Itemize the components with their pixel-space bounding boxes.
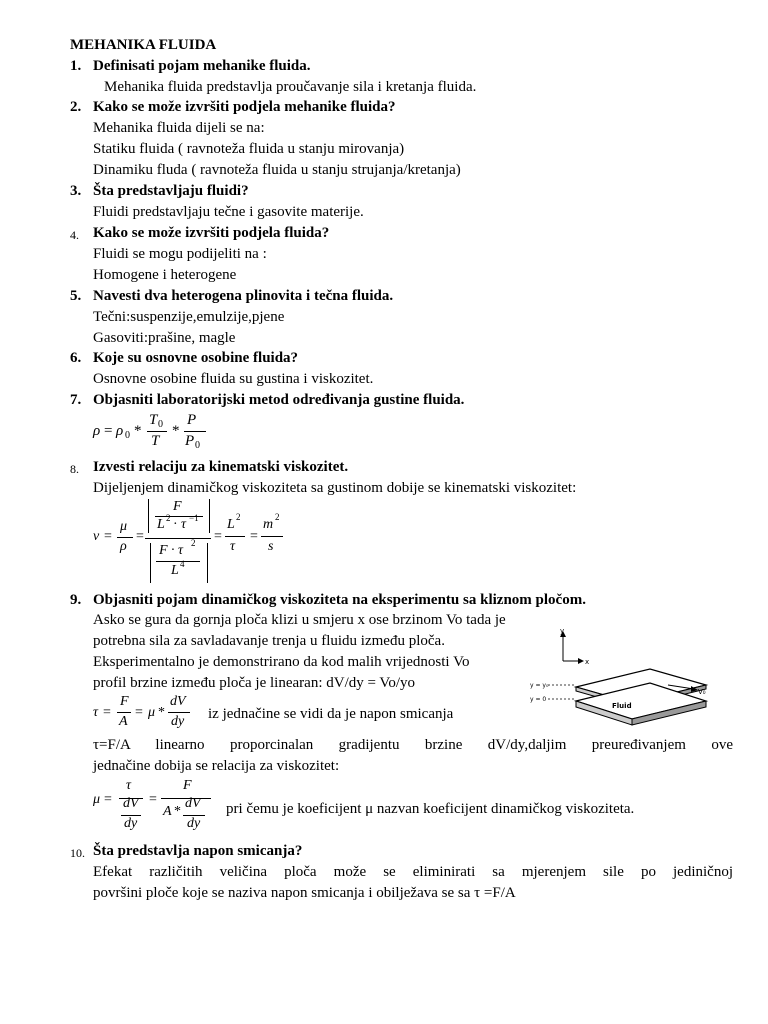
shear-stress-formula: τ = F A = μ * dV dy xyxy=(93,694,203,734)
answer-text: τ=F/A linearno proporcinalan gradijentu brzine dV/dy,daljim preuređivanjem ove xyxy=(93,737,733,753)
answer-text: Mehanika fluida predstavlja proučavanje sila i kretanja fluida. xyxy=(104,79,477,95)
answer-text: Mehanika fluida dijeli se na: xyxy=(93,120,265,136)
density-formula: ρ = ρ 0 * T 0 T * P P 0 xyxy=(93,412,233,456)
sliding-plate-figure xyxy=(528,627,710,739)
answer-text: površini ploče koje se naziva napon smicanja i obilježava se sa τ =F/A xyxy=(93,885,516,901)
question-heading: Objasniti laboratorijski metod određivanja gustine fluida. xyxy=(93,392,465,408)
x-axis-label: x xyxy=(585,658,590,666)
question-number: 6. xyxy=(70,350,82,366)
question-number: 8. xyxy=(70,462,79,476)
kinematic-viscosity-formula: ν = μ ρ = F L 2 · τ −1 F · τ 2 L 4 = L 2 τ = m 2 s xyxy=(93,497,293,585)
velocity-label: V₀ xyxy=(698,688,706,696)
answer-text: profil brzine između ploča je linearan: dV/dy = Vo/yo xyxy=(93,675,415,691)
y-zero-label: y = 0 xyxy=(530,696,547,703)
question-heading: Šta predstavlja napon smicanja? xyxy=(93,843,303,859)
answer-text: Homogene i heterogene xyxy=(93,267,237,283)
question-heading: Kako se može izvršiti podjela mehanike fluida? xyxy=(93,99,396,115)
answer-text: Fluidi se mogu podijeliti na : xyxy=(93,246,267,262)
question-heading: Šta predstavljaju fluidi? xyxy=(93,183,249,199)
answer-text: Gasoviti:prašine, magle xyxy=(93,330,236,346)
question-heading: Kako se može izvršiti podjela fluida? xyxy=(93,225,330,241)
question-number: 3. xyxy=(70,183,82,199)
y0-label: y = y₀ xyxy=(530,682,549,689)
answer-text: Statiku fluida ( ravnoteža fluida u stanju mirovanja) xyxy=(93,141,405,157)
answer-text: Asko se gura da gornja ploča klizi u smjeru x ose brzinom Vo tada je xyxy=(93,612,506,628)
question-number: 4. xyxy=(70,228,79,242)
answer-text: jednačine dobija se relacija za viskozitet: xyxy=(93,758,340,774)
viscosity-formula: μ = τ dV dy = F A * dV dy xyxy=(93,776,223,836)
question-number: 9. xyxy=(70,592,82,608)
question-number: 1. xyxy=(70,58,82,74)
question-heading: Objasniti pojam dinamičkog viskoziteta na eksperimentu sa kliznom pločom. xyxy=(93,592,586,608)
answer-text: Fluidi predstavljaju tečne i gasovite materije. xyxy=(93,204,364,220)
question-heading: Izvesti relaciju za kinematski viskozitet. xyxy=(93,459,349,475)
document-title: MEHANIKA FLUIDA xyxy=(70,37,217,53)
fluid-label: Fluid xyxy=(612,702,632,710)
answer-text: potrebna sila za savladavanje trenja u fluidu između ploča. xyxy=(93,633,445,649)
question-number: 7. xyxy=(70,392,82,408)
question-number: 5. xyxy=(70,288,82,304)
answer-text: pri čemu je koeficijent μ nazvan koeficijent dinamičkog viskoziteta. xyxy=(226,801,635,817)
answer-text: Tečni:suspenzije,emulzije,pjene xyxy=(93,309,285,325)
question-number: 10. xyxy=(70,846,85,860)
answer-text: Dinamiku fluda ( ravnoteža fluida u stanju strujanja/kretanja) xyxy=(93,162,461,178)
answer-text: Osnovne osobine fluida su gustina i viskozitet. xyxy=(93,371,374,387)
question-heading: Koje su osnovne osobine fluida? xyxy=(93,350,299,366)
answer-text: Dijeljenjem dinamičkog viskoziteta sa gustinom dobije se kinematski viskozitet: xyxy=(93,480,577,496)
question-heading: Definisati pojam mehanike fluida. xyxy=(93,58,311,74)
answer-text: Eksperimentalno je demonstrirano da kod malih vrijednosti Vo xyxy=(93,654,470,670)
answer-text: Efekat različitih veličina ploča može se eliminirati sa mjerenjem sile po jediničnoj xyxy=(93,864,733,880)
question-number: 2. xyxy=(70,99,82,115)
question-heading: Navesti dva heterogena plinovita i tečna fluida. xyxy=(93,288,394,304)
answer-text: iz jednačine se vidi da je napon smicanja xyxy=(208,706,454,722)
y-axis-label: y xyxy=(560,627,565,635)
